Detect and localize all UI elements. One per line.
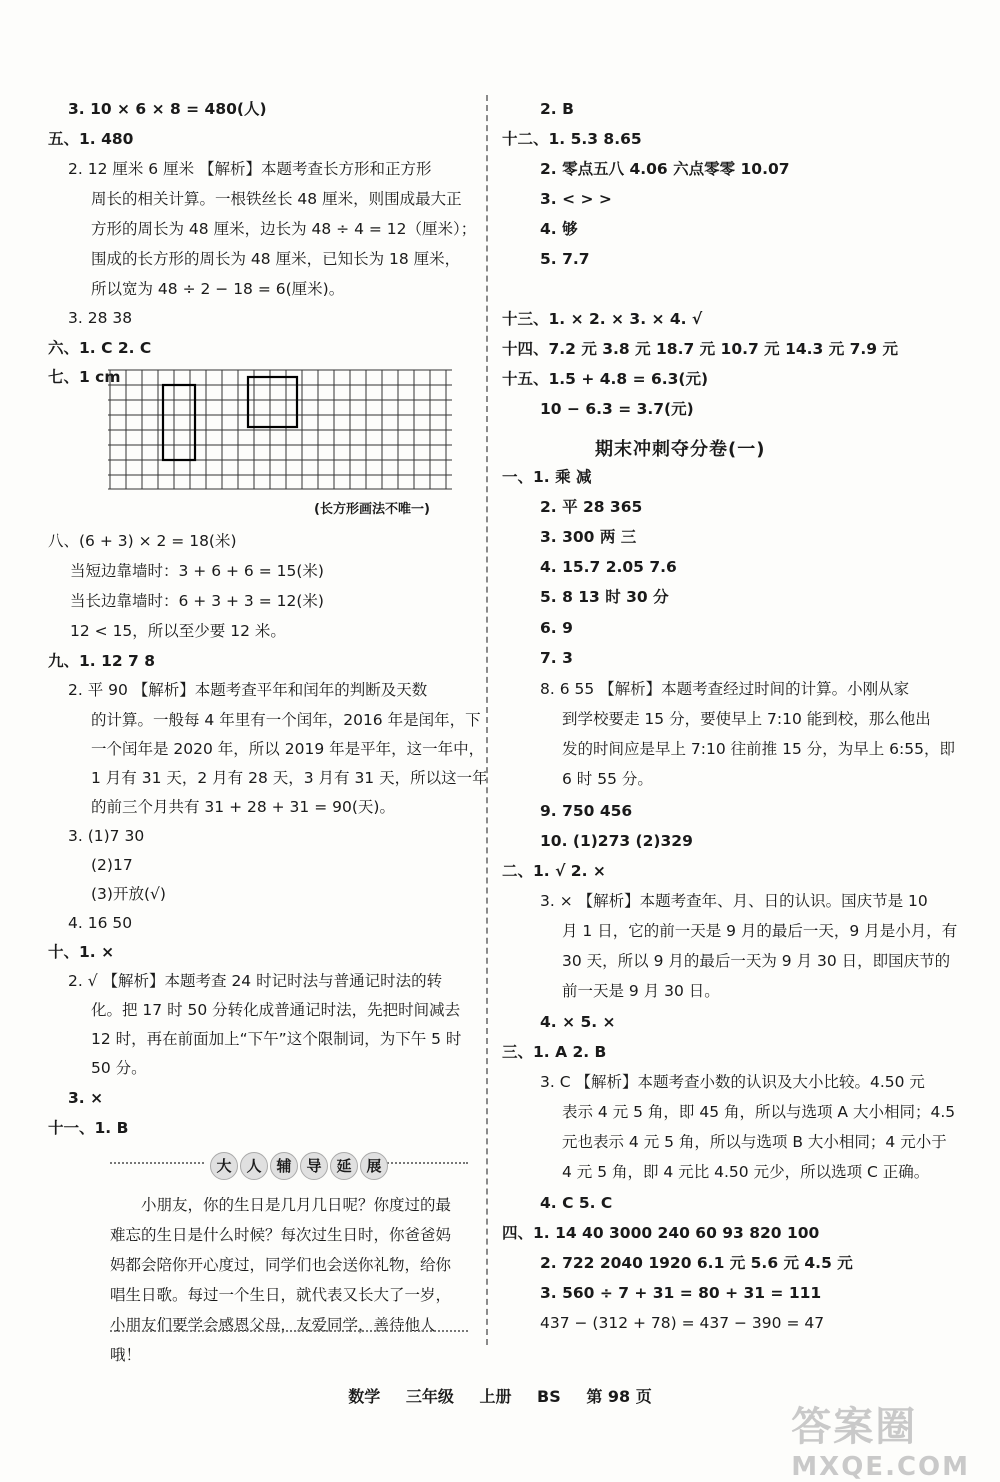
answer-line: 3. < > >	[540, 190, 612, 208]
grid-note: (长方形画法不唯一)	[314, 502, 430, 517]
answer-line: 10 − 6.3 = 3.7(元)	[540, 400, 694, 418]
answer-line: 表示 4 元 5 角，即 45 角，所以与选项 A 大小相同；4.5	[562, 1103, 956, 1121]
answer-line: 4. 16 50	[68, 914, 133, 932]
answer-line: 4. 够	[540, 220, 578, 238]
answer-line: (2)17	[91, 856, 133, 874]
tutor-text: 小朋友，你的生日是几月几日呢？你度过的最难忘的生日是什么时候？每次过生日时，你爸爸妈妈都会陪你开心度过，同学们也会送你礼物，给你唱生日歌。每过一个生日，就代表又长大了一岁，小朋友们要学会感恩父母，友爱同学，善待他人哦！	[110, 1196, 452, 1364]
footer-subject: 数学	[348, 1387, 381, 1406]
answer-line: 9. 750 456	[540, 802, 633, 820]
answer-line: 3. 10 × 6 × 8 = 480(人)	[68, 100, 267, 118]
answer-line: 三、1. A 2. B	[502, 1043, 607, 1061]
answer-line: 前一天是 9 月 30 日。	[562, 982, 720, 1000]
answer-line: 十五、1.5 + 4.8 = 6.3(元)	[502, 370, 709, 388]
answer-line: 当短边靠墙时：3 + 6 + 6 = 15(米)	[70, 562, 324, 580]
tutor-title: 大 人 辅 导 延 展	[210, 1152, 388, 1180]
answer-line: 化。把 17 时 50 分转化成普通记时法，先把时间减去	[91, 1001, 461, 1019]
answer-line: 2. 12 厘米 6 厘米 【解析】本题考查长方形和正方形	[68, 160, 432, 178]
answer-line: 3. C 【解析】本题考查小数的认识及大小比较。4.50 元	[540, 1073, 925, 1091]
tutor-extension-box	[110, 1148, 468, 1364]
watermark-url: MXQE.COM	[791, 1452, 970, 1482]
answer-line: 7. 3	[540, 649, 573, 667]
answer-line: 3. × 【解析】本题考查年、月、日的认识。国庆节是 10	[540, 892, 928, 910]
answer-line: 十、1. ×	[48, 943, 115, 961]
answer-line: 2. B	[540, 100, 574, 118]
answer-line: 1 月有 31 天，2 月有 28 天，3 月有 31 天，所以这一年	[91, 769, 488, 787]
footer-volume: 上册	[479, 1387, 512, 1406]
answer-line: 一个闰年是 2020 年，所以 2019 年是平年，这一年中，	[91, 740, 485, 758]
answer-line: 6. 9	[540, 619, 573, 637]
answer-line: 围成的长方形的周长为 48 厘米，已知长为 18 厘米，	[91, 250, 461, 268]
answer-line: 周长的相关计算。一根铁丝长 48 厘米，则围成最大正	[91, 190, 462, 208]
answer-line: 2. 零点五八 4.06 六点零零 10.07	[540, 160, 790, 178]
answer-line: 437 − (312 + 78) = 437 − 390 = 47	[540, 1314, 825, 1332]
answer-line: 二、1. √ 2. ×	[502, 862, 606, 880]
footer-grade: 三年级	[405, 1387, 454, 1406]
answer-line: 3. (1)7 30	[68, 827, 145, 845]
answer-line: 四、1. 14 40 3000 240 60 93 820 100	[502, 1224, 820, 1242]
answer-line: 的前三个月共有 31 + 28 + 31 = 90(天)。	[91, 798, 395, 816]
answer-line: 4. × 5. ×	[540, 1013, 616, 1031]
answer-line: 4. C 5. C	[540, 1194, 613, 1212]
answer-line: (3)开放(√)	[91, 885, 166, 903]
answer-line: 七、1 cm	[48, 368, 121, 386]
answer-line: 方形的周长为 48 厘米，边长为 48 ÷ 4 = 12（厘米）；	[91, 220, 477, 238]
answer-line: 十一、1. B	[48, 1119, 129, 1137]
answer-line: 十三、1. × 2. × 3. × 4. √	[502, 310, 703, 328]
answer-line: 2. √ 【解析】本题考查 24 时记时法与普通记时法的转	[68, 972, 443, 990]
section-title: 期末冲刺夺分卷(一)	[595, 439, 766, 460]
answer-line: 八、(6 + 3) × 2 = 18(米)	[48, 532, 237, 550]
answer-line: 5. 7.7	[540, 250, 590, 268]
answer-line: 6 时 55 分。	[562, 770, 653, 788]
answer-line: 元也表示 4 元 5 角，所以与选项 B 大小相同；4 元小于	[562, 1133, 947, 1151]
answer-line: 当长边靠墙时：6 + 3 + 3 = 12(米)	[70, 592, 324, 610]
answer-line: 30 天，所以 9 月的最后一天为 9 月 30 日，即国庆节的	[562, 952, 951, 970]
watermark-logo: 答案圈	[791, 1403, 918, 1450]
answer-line: 3. 300 两 三	[540, 528, 637, 546]
answer-line: 的计算。一般每 4 年里有一个闰年，2016 年是闰年，下	[91, 711, 481, 729]
answer-line: 十二、1. 5.3 8.65	[502, 130, 642, 148]
answer-line: 50 分。	[91, 1059, 147, 1077]
answer-line: 六、1. C 2. C	[48, 339, 152, 357]
answer-line: 4 元 5 角，即 4 元比 4.50 元少，所以选项 C 正确。	[562, 1163, 930, 1181]
answer-line: 九、1. 12 7 8	[48, 652, 156, 670]
grid-drawing	[108, 368, 454, 492]
answer-line: 3. ×	[68, 1089, 104, 1107]
answer-line: 一、1. 乘 减	[502, 468, 592, 486]
answer-line: 5. 8 13 时 30 分	[540, 588, 669, 606]
footer-page: 第 98 页	[586, 1387, 652, 1406]
column-divider	[486, 95, 488, 1345]
answer-line: 3. 560 ÷ 7 + 31 = 80 + 31 = 111	[540, 1284, 822, 1302]
answer-line: 10. (1)273 (2)329	[540, 832, 693, 850]
answer-line: 2. 722 2040 1920 6.1 元 5.6 元 4.5 元	[540, 1254, 853, 1272]
footer-edition: BS	[537, 1387, 561, 1406]
answer-line: 3. 28 38	[68, 309, 133, 327]
answer-line: 2. 平 28 365	[540, 498, 643, 516]
answer-line: 12 < 15，所以至少要 12 米。	[70, 622, 286, 640]
answer-line: 到学校要走 15 分，要使早上 7:10 能到校，那么他出	[562, 710, 931, 728]
answer-line: 8. 6 55 【解析】本题考查经过时间的计算。小刚从家	[540, 680, 910, 698]
answer-line: 发的时间应是早上 7:10 往前推 15 分，为早上 6:55，即	[562, 740, 955, 758]
answer-line: 所以宽为 48 ÷ 2 − 18 = 6(厘米)。	[91, 280, 345, 298]
answer-line: 2. 平 90 【解析】本题考查平年和闰年的判断及天数	[68, 681, 428, 699]
answer-line: 4. 15.7 2.05 7.6	[540, 558, 677, 576]
answer-line: 五、1. 480	[48, 130, 134, 148]
watermark	[791, 1395, 970, 1482]
answer-line: 十四、7.2 元 3.8 元 18.7 元 10.7 元 14.3 元 7.9 元	[502, 340, 898, 358]
answer-line: 12 时，再在前面加上“下午”这个限制词，为下午 5 时	[91, 1030, 462, 1048]
answer-line: 月 1 日，它的前一天是 9 月的最后一天，9 月是小月，有	[562, 922, 958, 940]
